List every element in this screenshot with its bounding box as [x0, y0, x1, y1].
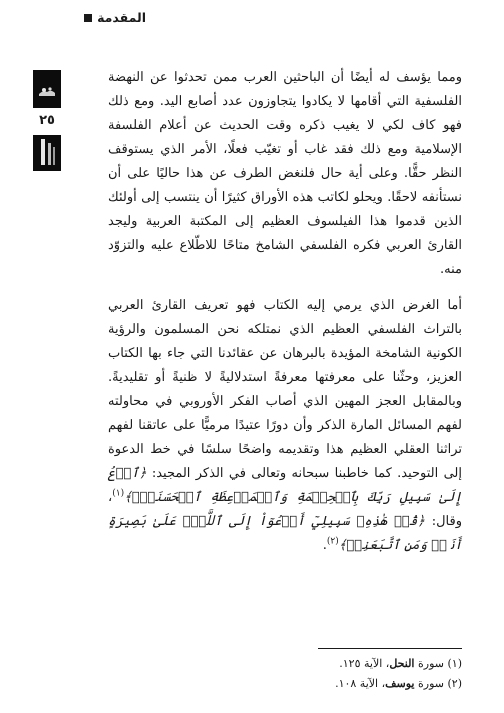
running-header — [84, 10, 146, 25]
header-square-icon — [84, 14, 92, 22]
paragraph-1: ومما يؤسف له أيضًا أن الباحثين العرب ممن تحدثوا عن النهضة الفلسفية التي أقامها لا يكادوا يتجاوزون عدد أصابع اليد. ومع ذلك فهو كاف لكي لا يغيب ذكره وقت الحديث عن أعلام الفلسفة الإسلامية ومع ذلك فقد غاب أو تغيّب فعلًا، الأمر الذي يستوقف النظر حقًّا. وعلى أية حال فلنغض الطرف عن هذا حاليًا على أن نستأنفه لاحقًا. ويحلو لكاتب هذه الأوراق كثيرًا أن ينتسب إلى أولئك الذين قدموا هذا الفيلسوف العظيم إلى المكتبة العربية وليجد القارئ العربي فكره الفلسفي الشامخ متاحًا للاطّلاع عليه والتزوّد منه. — [108, 70, 462, 277]
paragraph-2 — [108, 294, 462, 558]
footnote-verse: ، الآية ١٢٥. — [339, 657, 390, 670]
footnote-verse: ، الآية ١٠٨. — [335, 677, 386, 690]
footnote-divider — [318, 648, 462, 649]
page-number: ٢٥ — [39, 113, 55, 128]
footnote-number: (١) — [447, 657, 462, 670]
footnote-2 — [108, 674, 462, 694]
quran-quote-2: ﴿قُلۡ هَٰذِهِۦ سَبِيلِيٓ أَدۡعُوٓاْ إِلَى ٱللَّهِۚ عَلَىٰ بَصِيرَةٍ أَنَا۠ وَمَنِ ٱتَّبَعَنِيۖ﴾ — [108, 514, 462, 553]
quran-quote-1: ﴿ٱدۡعُ إِلَىٰ سَبِيلِ رَبِّكَ بِٱلۡحِكۡمَةِ وَٱلۡمَوۡعِظَةِ ٱلۡحَسَنَةِۖ﴾ — [108, 466, 462, 505]
footnote-ref-1: (١) — [112, 488, 125, 499]
footnote-number: (٢) — [447, 677, 462, 690]
margin-thumbnail-icon — [33, 70, 61, 108]
margin-column — [33, 70, 61, 171]
header-title: المقدمة — [97, 10, 146, 25]
body-text — [108, 66, 462, 558]
footnote-1 — [108, 654, 462, 674]
footnote-sura: النحل — [389, 657, 415, 670]
quote-end: . — [322, 538, 327, 553]
footnote-prefix: سورة — [418, 657, 444, 670]
footnote-ref-2: (٢) — [326, 536, 339, 547]
footnotes — [108, 654, 462, 694]
quote-connector: ، وقال: — [108, 490, 462, 529]
footnote-prefix: سورة — [418, 677, 444, 690]
paragraph-2-text: أما الغرض الذي يرمي إليه الكتاب فهو تعريف القارئ العربي بالتراث الفلسفي العظيم الذي نمتلكه نحن المسلمون والرؤية الكونية الشامخة المؤيدة بالبرهان عن عقائدنا التي جاء بها الكتاب العزيز، وحثّنا على معرفتها معرفةً استدلاليةً لا ظنيةً أو تقليديةً. وبالمقابل العجز المهين الذي أصاب الفكر الأوروبي في محاولته لفهم المسائل المارة الذكر وأن دورًا عتيدًا مرميًّا على عاتقنا لفهم تراثنا العقلي العظيم هذا وتقديمه واضحًا سلسًا في خط الدعوة إلى التوحيد. كما خاطبنا سبحانه وتعالى في الذكر المجيد: — [108, 298, 462, 481]
margin-figure-icon — [33, 135, 61, 171]
footnote-sura: يوسف — [385, 677, 415, 690]
